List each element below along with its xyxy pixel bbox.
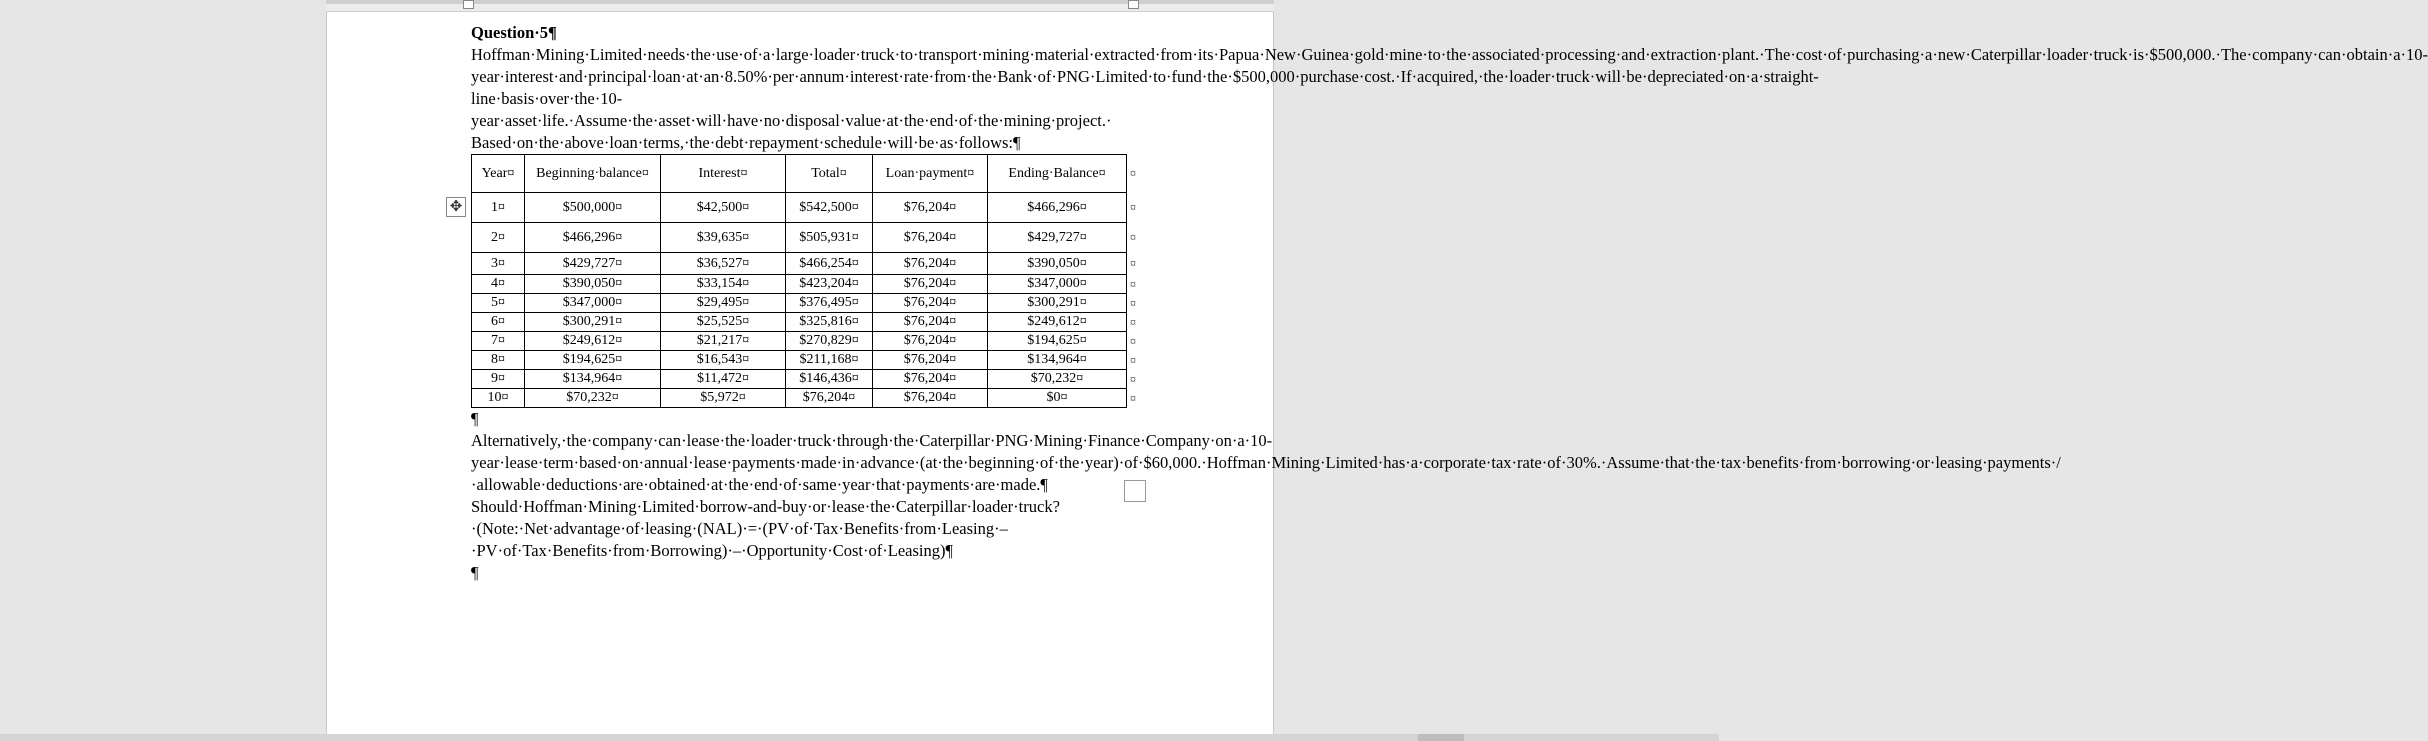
cell-beginning-balance: $249,612¤ — [525, 332, 661, 351]
cell-year: 2¤ — [472, 223, 525, 253]
cell-interest: $16,543¤ — [661, 351, 786, 370]
left-indent-marker[interactable] — [463, 0, 474, 9]
cell-total: $211,168¤ — [786, 351, 873, 370]
table-header-row — [472, 155, 1137, 193]
table-row — [472, 351, 1137, 370]
row-end-mark: ¤ — [1130, 256, 1136, 270]
debt-repayment-table[interactable] — [471, 154, 1137, 408]
cell-year: 3¤ — [472, 253, 525, 275]
cell-year: 5¤ — [472, 294, 525, 313]
cell-total: $542,500¤ — [786, 193, 873, 223]
intro-paragraph: Hoffman·Mining·Limited·needs·the·use·of·a·large·loader·truck·to·transport·mining·material·extracted·from·its·Papua·New·Guinea·gold·mine·to·the·associated·processing·and·extraction·plant.·The·cost·of·purchasing·a·new·Caterpillar·loader·truck·is·$500,000.·The·company·can·obtain·a·10-year·interest·and·principal·loan·at·an·8.50%·per·annum·interest·rate·from·the·Bank·of·PNG·Limited·to·fund·the·$500,000·purchase·cost.·If·acquired,·the·loader·truck·will·be·depreciated·on·a·straight-line·basis·over·the·10-year·asset·life.·Assume·the·asset·will·have·no·disposal·value·at·the·end·of·the·mining·project.· — [471, 45, 2428, 130]
empty-paragraph: ¶ — [471, 409, 479, 428]
header-loan-payment: Loan·payment¤ — [873, 155, 988, 193]
cell-loan-payment: $76,204¤ — [873, 351, 988, 370]
cell-beginning-balance: $70,232¤ — [525, 389, 661, 408]
document-body[interactable] — [471, 22, 2428, 584]
cell-total: $505,931¤ — [786, 223, 873, 253]
cell-year: 9¤ — [472, 370, 525, 389]
cell-beginning-balance: $194,625¤ — [525, 351, 661, 370]
table-resize-handle[interactable] — [1124, 480, 1146, 502]
row-end-mark: ¤ — [1130, 166, 1136, 180]
table-row — [472, 193, 1137, 223]
cell-year: 8¤ — [472, 351, 525, 370]
cell-loan-payment: $76,204¤ — [873, 223, 988, 253]
schedule-intro-paragraph: Based·on·the·above·loan·terms,·the·debt·repayment·schedule·will·be·as·follows:¶ — [471, 133, 1021, 152]
cell-total: $466,254¤ — [786, 253, 873, 275]
cell-interest: $36,527¤ — [661, 253, 786, 275]
table-row — [472, 275, 1137, 294]
cell-ending-balance: $0¤ — [988, 389, 1127, 408]
cell-total: $146,436¤ — [786, 370, 873, 389]
cell-total: $270,829¤ — [786, 332, 873, 351]
cell-ending-balance: $249,612¤ — [988, 313, 1127, 332]
row-end-mark: ¤ — [1130, 314, 1136, 329]
cell-beginning-balance: $500,000¤ — [525, 193, 661, 223]
cell-year: 7¤ — [472, 332, 525, 351]
document-page[interactable] — [326, 12, 2428, 734]
cell-year: 10¤ — [472, 389, 525, 408]
row-end-mark: ¤ — [1130, 352, 1136, 367]
scrollbar-thumb[interactable] — [1418, 734, 1464, 741]
cell-ending-balance: $429,727¤ — [988, 223, 1127, 253]
header-total: Total¤ — [786, 155, 873, 193]
row-end-mark: ¤ — [1130, 230, 1136, 244]
question-heading: Question·5¶ — [471, 23, 557, 42]
cell-loan-payment: $76,204¤ — [873, 253, 988, 275]
row-end-mark: ¤ — [1130, 371, 1136, 386]
cell-beginning-balance: $347,000¤ — [525, 294, 661, 313]
cell-beginning-balance: $429,727¤ — [525, 253, 661, 275]
cell-loan-payment: $76,204¤ — [873, 332, 988, 351]
lease-paragraph: Alternatively,·the·company·can·lease·the·loader·truck·through·the·Caterpillar·PNG·Mining·Finance·Company·on·a·10-year·lease·term·based·on·annual·lease·payments·made·in·advance·(at·the·beginning·of·the·year)·of·$60,000.·Hoffman·Mining·Limited·has·a·corporate·tax·rate·of·30%.·Assume·that·the·tax·benefits·from·borrowing·or·leasing·payments·/·allowable·deductions·are·obtained·at·the·end·of·same·year·that·payments·are·made.¶ — [471, 431, 2061, 494]
table-row — [472, 389, 1137, 408]
cell-loan-payment: $76,204¤ — [873, 193, 988, 223]
row-end-mark: ¤ — [1130, 390, 1136, 405]
cell-year: 4¤ — [472, 275, 525, 294]
table-row — [472, 253, 1137, 275]
cell-loan-payment: $76,204¤ — [873, 275, 988, 294]
table-row — [472, 332, 1137, 351]
cell-loan-payment: $76,204¤ — [873, 389, 988, 408]
cell-beginning-balance: $134,964¤ — [525, 370, 661, 389]
table-row — [472, 294, 1137, 313]
cell-year: 1¤ — [472, 193, 525, 223]
cell-loan-payment: $76,204¤ — [873, 313, 988, 332]
cell-interest: $33,154¤ — [661, 275, 786, 294]
row-end-mark: ¤ — [1130, 333, 1136, 348]
cell-ending-balance: $466,296¤ — [988, 193, 1127, 223]
cell-loan-payment: $76,204¤ — [873, 294, 988, 313]
cell-interest: $5,972¤ — [661, 389, 786, 408]
header-interest: Interest¤ — [661, 155, 786, 193]
cell-beginning-balance: $390,050¤ — [525, 275, 661, 294]
cell-interest: $29,495¤ — [661, 294, 786, 313]
right-indent-marker[interactable] — [1128, 0, 1139, 9]
table-row — [472, 370, 1137, 389]
cell-ending-balance: $390,050¤ — [988, 253, 1127, 275]
cell-ending-balance: $347,000¤ — [988, 275, 1127, 294]
cell-total: $376,495¤ — [786, 294, 873, 313]
cell-interest: $39,635¤ — [661, 223, 786, 253]
table-row — [472, 223, 1137, 253]
cell-loan-payment: $76,204¤ — [873, 370, 988, 389]
cell-interest: $42,500¤ — [661, 193, 786, 223]
question-paragraph: Should·Hoffman·Mining·Limited·borrow-and-buy·or·lease·the·Caterpillar·loader·truck?·(Note:·Net·advantage·of·leasing·(NAL)·=·(PV·of·Tax·Benefits·from·Leasing·–·PV·of·Tax·Benefits·from·Borrowing)·–·Opportunity·Cost·of·Leasing)¶ — [471, 497, 1060, 560]
row-end-mark: ¤ — [1130, 295, 1136, 310]
cell-ending-balance: $70,232¤ — [988, 370, 1127, 389]
row-end-mark: ¤ — [1130, 200, 1136, 214]
cell-year: 6¤ — [472, 313, 525, 332]
row-end-mark: ¤ — [1130, 276, 1136, 291]
table-move-handle-icon[interactable]: ✥ — [446, 197, 466, 217]
cell-interest: $25,525¤ — [661, 313, 786, 332]
cell-beginning-balance: $466,296¤ — [525, 223, 661, 253]
cell-ending-balance: $300,291¤ — [988, 294, 1127, 313]
cell-ending-balance: $134,964¤ — [988, 351, 1127, 370]
cell-total: $76,204¤ — [786, 389, 873, 408]
table-row — [472, 313, 1137, 332]
header-year: Year¤ — [472, 155, 525, 193]
cell-ending-balance: $194,625¤ — [988, 332, 1127, 351]
header-beginning-balance: Beginning·balance¤ — [525, 155, 661, 193]
cell-total: $423,204¤ — [786, 275, 873, 294]
cell-beginning-balance: $300,291¤ — [525, 313, 661, 332]
header-ending-balance: Ending·Balance¤ — [988, 155, 1127, 193]
empty-paragraph-end: ¶ — [471, 563, 479, 582]
cell-interest: $11,472¤ — [661, 370, 786, 389]
cell-interest: $21,217¤ — [661, 332, 786, 351]
cell-total: $325,816¤ — [786, 313, 873, 332]
